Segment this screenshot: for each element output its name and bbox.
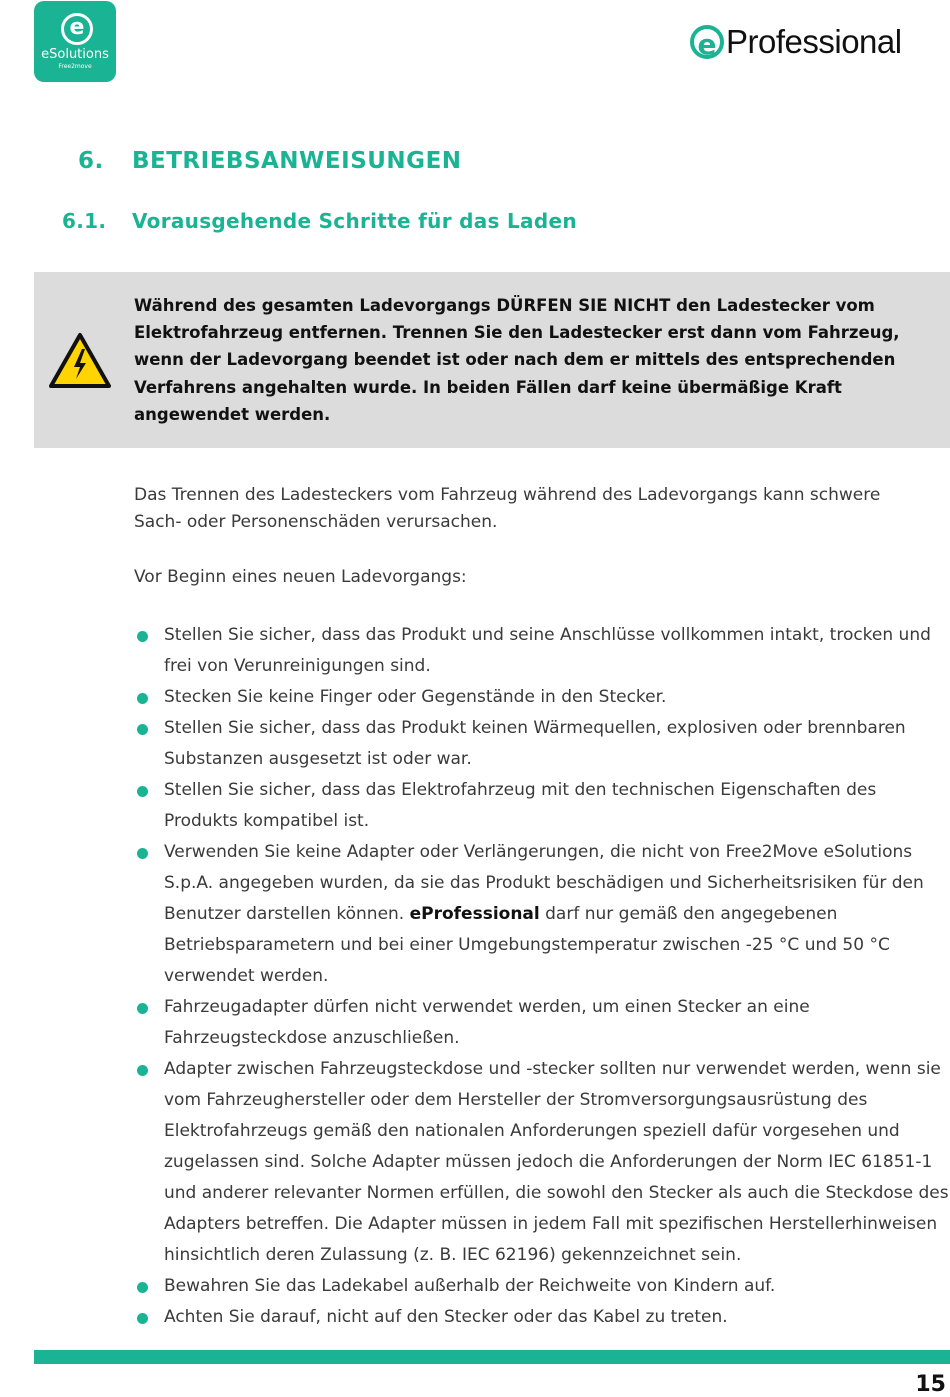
bullet-icon — [137, 631, 148, 642]
list-item — [134, 1302, 950, 1333]
list-item — [134, 620, 950, 682]
list-item-text: darf nur gemäß den angegebenen Betriebsparametern und bei einer Umgebungstemperatur zwischen -25 °C und 50 °C verwendet werden. — [164, 904, 890, 986]
warning-text: Während des gesamten Ladevorgangs DÜRFEN SIE NICHT den Ladestecker vom Elektrofahrzeug entfernen. Trennen Sie den Ladestecker erst dann vom Fahrzeug, wenn der Ladevorgang beendet ist oder nach dem er mittels des entsprechenden Verfahrens angehalten wurde. In beiden Fällen darf keine übermäßige Kraft angewendet werden. — [134, 296, 900, 424]
subsection-title: Vorausgehende Schritte für das Laden — [132, 209, 577, 233]
list-item — [134, 837, 950, 992]
esolutions-logo — [34, 1, 116, 82]
list-item-text: Stecken Sie keine Finger oder Gegenstände in den Stecker. — [164, 687, 667, 707]
bullet-icon — [137, 1065, 148, 1076]
e-plug-logo-icon: e — [690, 25, 724, 59]
eprofessional-logo — [690, 20, 902, 64]
list-item — [134, 682, 950, 713]
bullet-icon — [137, 786, 148, 797]
list-item — [134, 775, 950, 837]
list-item-text: Stellen Sie sicher, dass das Produkt keinen Wärmequellen, explosiven oder brennbaren Substanzen ausgesetzt ist oder war. — [164, 718, 906, 769]
logo-brand: eSolutions — [41, 47, 109, 62]
section-title: BETRIEBSANWEISUNGEN — [132, 148, 462, 174]
list-item — [134, 713, 950, 775]
list-item-text: Adapter zwischen Fahrzeugsteckdose und -stecker sollten nur verwendet werden, wenn sie vom Fahrzeughersteller oder dem Hersteller der Stromversorgungsausrüstung des Elektrofahrzeugs gemäß den nationalen Anforderungen speziell dafür vorgesehen und zugelassen sind. Solche Adapter müssen jedoch die Anforderungen der Norm IEC 61851-1 und anderer relevanter Normen erfüllen, die sowohl den Stecker als auch die Steckdose des Adapters betreffen. Die Adapter müssen in jedem Fall mit spezifischen Herstellerhinweisen hinsichtlich deren Zulassung (z. B. IEC 62196) gekennzeichnet sein. — [164, 1059, 949, 1265]
e-logo-mark-icon: e — [61, 13, 93, 45]
logo-word: Professional — [726, 23, 902, 60]
paragraph: Vor Beginn eines neuen Ladevorgangs: — [134, 567, 467, 587]
page-number: 15 — [915, 1372, 946, 1397]
section-number: 6. — [78, 148, 104, 174]
list-item-text: Bewahren Sie das Ladekabel außerhalb der Reichweite von Kindern auf. — [164, 1276, 776, 1296]
list-item-text: Stellen Sie sicher, dass das Produkt und seine Anschlüsse vollkommen intakt, trocken und frei von Verunreinigungen sind. — [164, 625, 931, 676]
bullet-icon — [137, 1282, 148, 1293]
bullet-icon — [137, 693, 148, 704]
bullet-icon — [137, 848, 148, 859]
list-item-text: Stellen Sie sicher, dass das Elektrofahrzeug mit den technischen Eigenschaften des Produkts kompatibel ist. — [164, 780, 877, 831]
bullet-icon — [137, 724, 148, 735]
list-item — [134, 1271, 950, 1302]
electrical-hazard-warning-icon — [48, 332, 112, 390]
bullet-icon — [137, 1003, 148, 1014]
bullet-icon — [137, 1313, 148, 1324]
precaution-list — [134, 620, 950, 1333]
subsection-number: 6.1. — [62, 209, 107, 233]
paragraph: Das Trennen des Ladesteckers vom Fahrzeug während des Ladevorgangs kann schwere Sach- oder Personenschäden verursachen. — [134, 485, 881, 532]
list-item-text: Achten Sie darauf, nicht auf den Stecker oder das Kabel zu treten. — [164, 1307, 728, 1327]
list-item — [134, 1054, 950, 1271]
list-item-text: Fahrzeugadapter dürfen nicht verwendet werden, um einen Stecker an eine Fahrzeugsteckdose anzuschließen. — [164, 997, 810, 1048]
logo-sub: Free2move — [58, 63, 92, 70]
product-name: eProfessional — [409, 904, 540, 924]
list-item — [134, 992, 950, 1054]
list-item-text: Verwenden Sie keine Adapter oder Verlängerungen, die nicht von Free2Move eSolutions S.p.A. angegeben wurden, da sie das Produkt beschädigen und Sicherheitsrisiken für den Benutzer darstellen können. — [164, 842, 924, 924]
footer-bar — [34, 1350, 950, 1364]
